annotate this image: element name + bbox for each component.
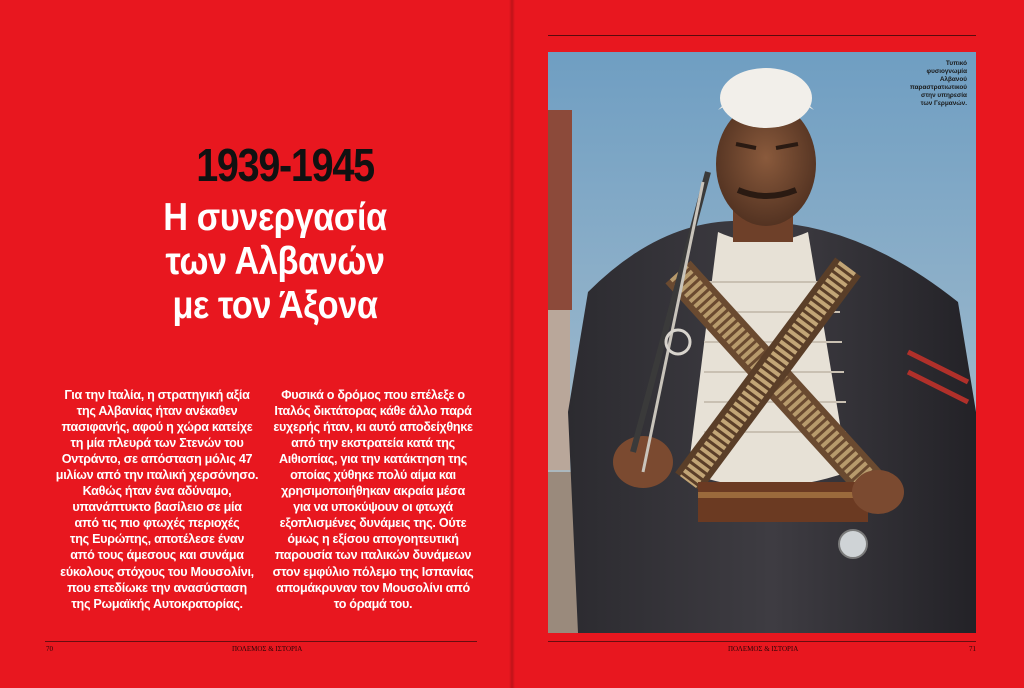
body-line: πασιφανής, αφού η χώρα κατείχε bbox=[61, 420, 253, 435]
body-line: στον εμφύλιο πόλεμο της Ισπανίας bbox=[272, 564, 474, 579]
body-line: εύκολους στόχους του Μουσολίνι, bbox=[60, 564, 254, 579]
title-line-3: με τον Άξονα bbox=[172, 284, 378, 327]
body-line: που επεδίωκε την ανασύσταση bbox=[67, 580, 247, 595]
caption-line: Αλβανού bbox=[939, 76, 967, 83]
body-line: από τις πιο φτωχές περιοχές bbox=[74, 516, 240, 531]
caption-line: των Γερμανών. bbox=[920, 100, 967, 107]
body-line: ευχερής ήταν, κι αυτό αποδείχθηκε bbox=[273, 420, 473, 435]
caption-line: παραστρατιωτικού bbox=[909, 84, 967, 91]
body-line: εξοπλισμένες δυνάμεις της. Ούτε bbox=[279, 516, 467, 531]
body-line: της Ρωμαϊκής Αυτοκρατορίας. bbox=[71, 596, 243, 611]
body-column-2 bbox=[268, 387, 478, 612]
body-line: Αιθιοπίας, για την κατάκτηση της bbox=[279, 452, 467, 467]
body-line: από την εκστρατεία κατά της bbox=[291, 436, 455, 451]
body-line: τη μία πλευρά των Στενών του bbox=[70, 436, 244, 451]
body-line: οποίας χύθηκε πολύ αίμα και bbox=[290, 468, 456, 483]
body-line: το όραμά του. bbox=[333, 596, 413, 611]
title-line-1: Η συνεργασία bbox=[163, 196, 387, 239]
body-line: της Ευρώπης, αποτέλεσε έναν bbox=[69, 532, 245, 547]
body-line: Φυσικά ο δρόμος που επέλεξε ο bbox=[281, 388, 465, 402]
body-line: υπανάπτυκτο βασίλειο σε μία bbox=[72, 500, 242, 515]
body-line: παρουσία των ιταλικών δυνάμεων bbox=[274, 548, 472, 563]
footer-rule-left bbox=[45, 641, 477, 642]
body-line: όμως η εξίσου απογοητευτική bbox=[287, 532, 459, 547]
magazine-name-right: ΠΟΛΕΜΟΣ & ΙΣΤΟΡΙΑ bbox=[728, 645, 799, 653]
magazine-name-left: ΠΟΛΕΜΟΣ & ΙΣΤΟΡΙΑ bbox=[232, 645, 303, 653]
page-number-left: 70 bbox=[46, 645, 53, 653]
body-line: Καθώς ήταν ένα αδύναμο, bbox=[82, 484, 232, 499]
body-line: Οντράντο, σε απόσταση μόλις 47 bbox=[61, 452, 253, 467]
body-line: χρησιμοποιήθηκαν ακραία μέσα bbox=[281, 484, 465, 499]
footer-rule-right bbox=[548, 641, 976, 642]
body-line: απομάκρυναν τον Μουσολίνι από bbox=[276, 580, 470, 595]
body-line: μιλίων από την ιταλική χερσόνησο. bbox=[55, 468, 259, 483]
caption-line: φυσιογνωμία bbox=[926, 68, 967, 75]
caption-line: Τυπικό bbox=[945, 60, 967, 67]
body-line: Για την Ιταλία, η στρατηγική αξία bbox=[64, 388, 250, 402]
header-rule-right bbox=[548, 35, 976, 36]
page-gutter bbox=[509, 0, 515, 688]
albanian-fighter-photo bbox=[548, 52, 976, 633]
photo-caption bbox=[905, 60, 967, 108]
photo-illustration bbox=[548, 52, 976, 633]
title-line-2: των Αλβανών bbox=[165, 240, 385, 283]
body-line: από τους άμεσους και συνάμα bbox=[70, 548, 244, 563]
body-line: της Αλβανίας ήταν ανέκαθεν bbox=[76, 404, 238, 419]
title-years: 1939-1945 bbox=[196, 139, 374, 191]
caption-line: στην υπηρεσία bbox=[920, 92, 967, 99]
page-number-right: 71 bbox=[969, 645, 976, 653]
body-column-1 bbox=[53, 387, 261, 612]
body-line: Ιταλός δικτάτορας κάθε άλλο παρά bbox=[274, 404, 472, 419]
body-line: για να υποκύψουν οι φτωχά bbox=[293, 500, 453, 515]
